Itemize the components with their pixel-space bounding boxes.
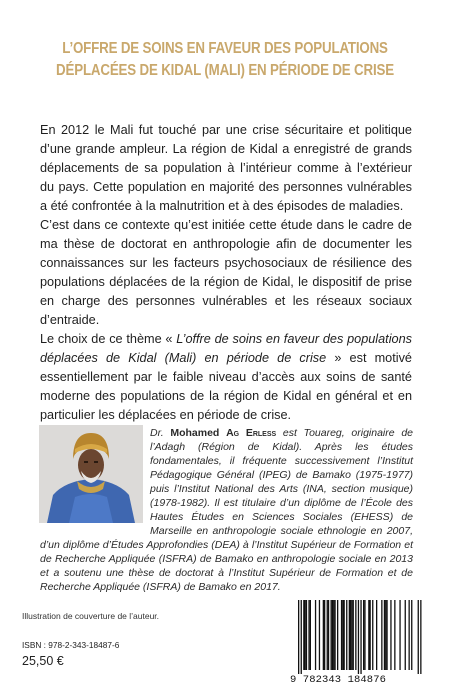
barcode-bar <box>386 600 387 670</box>
summary-paragraph-2: C’est dans ce contexte qu’est initiée cette étude dans le cadre de ma thèse de doctorat en anthropologie afin de documenter les connaissances sur les facteurs psychosociaux de résilience des populations déplacées de la région de Kidal, le dispositif de prise en charge des personnes vulnérables et les réseaux sociaux d’entraide. <box>40 218 412 327</box>
barcode-bar <box>310 600 311 670</box>
barcode-bar <box>385 600 386 670</box>
author-bio <box>40 426 413 594</box>
author-surname: Ag Erless <box>226 427 277 439</box>
barcode-bar <box>399 600 400 670</box>
barcode-bar <box>334 600 335 670</box>
summary-p3-start: Le choix de ce thème « <box>40 332 177 346</box>
barcode-bar <box>405 600 406 670</box>
author-bio-text: est Touareg, originaire de l’Adagh (Région de Kidal). Après les études fondamentales, il fréquente successivement l’Institut Pédagogique Général (IPEG) de Bamako (1975-1977) puis l’Institut National des Arts (INA, section musique) (1978-1982). Il est titulaire d’un diplôme de l’École des Hautes Études en Sciences Sociales (EHESS) de Marseille en anthropologie sociale ethnologie en 2007, d’un diplôme d’Études Approfondies (DEA) à l’Institut Supérieur de Formation et de Recherche Appliquée (ISFRA) de Bamako en anthropologie sociale en 2013 et a soutenu une thèse de doctorat à l’Institut Supérieur de Formation et de Recherche Appliquée (ISFRA) de Bamako en 2017. <box>40 427 414 593</box>
barcode-bar <box>328 600 329 670</box>
barcode-bar <box>360 600 361 674</box>
barcode-bar <box>355 600 356 670</box>
barcode-bar <box>353 600 354 670</box>
barcode-bars <box>290 598 424 675</box>
barcode-bar <box>341 600 342 670</box>
book-title <box>32 38 419 82</box>
barcode-bar <box>331 600 332 670</box>
barcode <box>290 598 424 675</box>
barcode-bar <box>323 600 324 670</box>
author-name <box>170 427 276 439</box>
barcode-bar <box>358 600 359 674</box>
book-title-line-1: L’OFFRE DE SOINS EN FAVEUR DES POPULATIONS <box>62 40 388 57</box>
barcode-bar <box>306 600 307 670</box>
barcode-bar <box>364 600 365 670</box>
barcode-bar <box>381 600 382 670</box>
barcode-bar <box>327 600 328 670</box>
summary-p3-end: » est motivé essentiellement par le faible niveau d’accès aux soins de santé moderne des populations de la région de Kidal en général et en particulier les déplacées en période de crise. <box>40 351 412 422</box>
barcode-bar <box>394 600 395 670</box>
barcode-bar <box>368 600 369 670</box>
summary-paragraph-3 <box>40 330 412 425</box>
barcode-digits: 9 782343 184876 <box>290 674 387 686</box>
barcode-bar <box>420 600 421 674</box>
barcode-bar <box>303 600 304 670</box>
barcode-bar <box>418 600 419 674</box>
isbn: ISBN : 978-2-343-18487-6 <box>22 640 120 650</box>
book-title-line-2: DÉPLACÉES DE KIDAL (MALI) EN PÉRIODE DE CRISE <box>56 62 394 79</box>
barcode-bar <box>342 600 343 670</box>
barcode-bar <box>351 600 352 670</box>
summary-paragraph-1: En 2012 le Mali fut touché par une crise sécuritaire et politique d’une grande ampleur. La région de Kidal a enregistré de grands déplacements de sa population à l’intérieur comme à l’extérieur du pays. Cette population en majorité des personnes vulnérables a été confrontée à la malnutrition et à des épisodes de maladies. <box>40 123 412 213</box>
barcode-bar <box>308 600 309 670</box>
barcode-bar <box>301 600 302 674</box>
barcode-bar <box>324 600 325 670</box>
price: 25,50 € <box>22 654 64 668</box>
barcode-bar <box>372 600 373 670</box>
barcode-bar <box>333 600 334 670</box>
barcode-bar <box>298 600 299 674</box>
photo-spacer <box>40 426 150 526</box>
barcode-bar <box>346 600 347 670</box>
barcode-bar <box>376 600 377 670</box>
summary-p3-title: L’offre de soins en faveur des populations déplacées de Kidal (Mali) en période de crise <box>40 332 412 365</box>
barcode-bar <box>350 600 351 670</box>
barcode-bar <box>409 600 410 670</box>
barcode-bar <box>332 600 333 670</box>
barcode-bar <box>349 600 350 670</box>
barcode-bar <box>370 600 371 670</box>
back-cover-summary <box>40 121 412 425</box>
barcode-bar <box>337 600 338 670</box>
barcode-bar <box>315 600 316 670</box>
author-first-name: Mohamed <box>170 427 227 439</box>
barcode-bar <box>390 600 391 670</box>
barcode-bar <box>363 600 364 670</box>
barcode-bar <box>384 600 385 670</box>
illustration-credit: Illustration de couverture de l’auteur. <box>22 611 160 621</box>
barcode-bar <box>305 600 306 670</box>
barcode-bar <box>344 600 345 670</box>
author-prefix: Dr. <box>150 427 171 439</box>
barcode-bar <box>319 600 320 670</box>
barcode-bar <box>411 600 412 670</box>
